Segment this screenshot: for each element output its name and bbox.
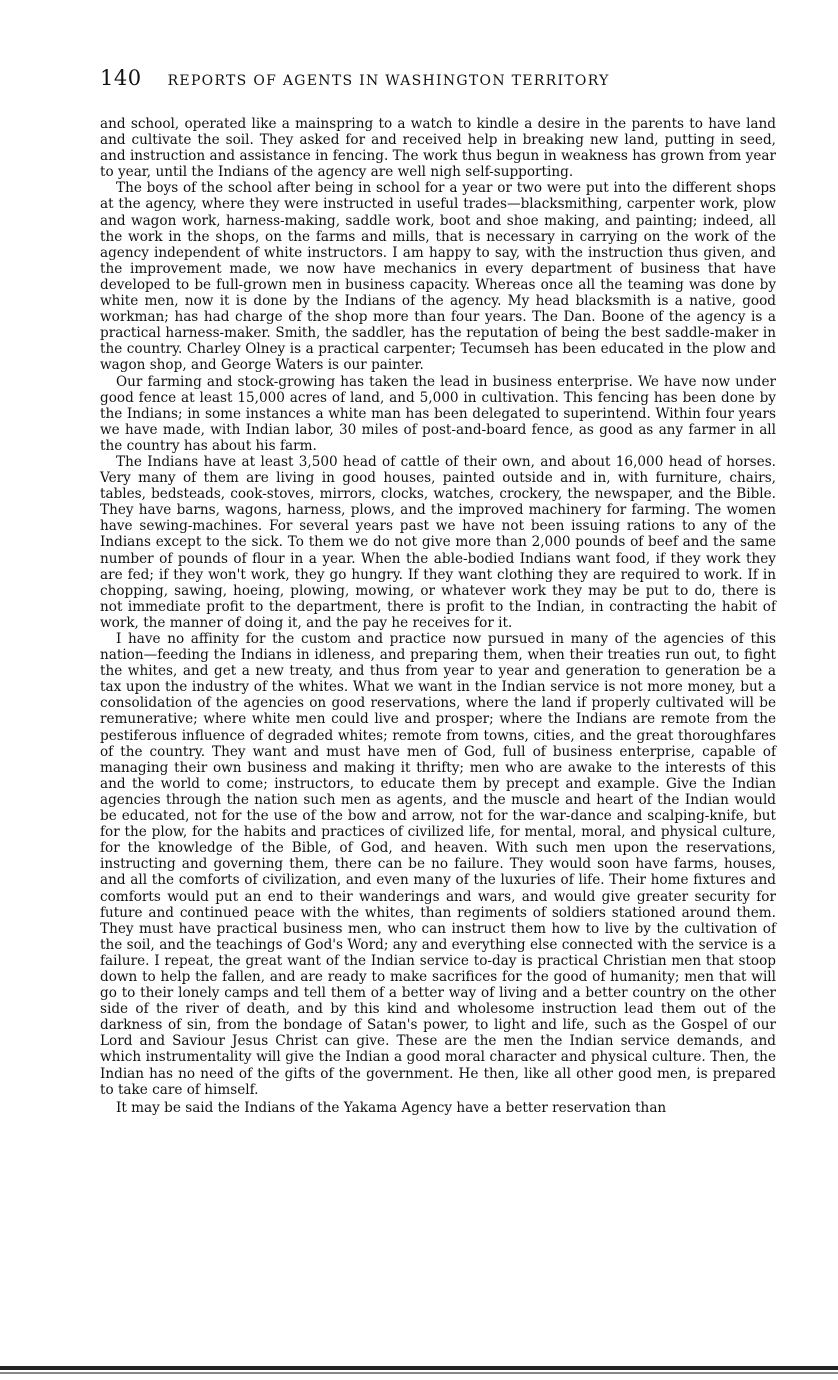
- paragraph-4: The Indians have at least 3,500 head of cattle of their own, and about 16,000 head of horses. Very many of them are living in good houses, painted outside and in, with furniture, chairs, tables, bedsteads, cook-stoves, mirrors, clocks, watches, crockery, the newspaper, and the Bible. They have barns, wagons, harness, plows, and the improved machinery for farming. The women have sewing-machines. For several years past we have not been issuing rations to any of the Indians except to the sick. To them we do not give more than 2,000 pounds of beef and the same number of pounds of flour in a year. When the able-bodied Indians want food, if they work they are fed; if they won't work, they go hungry. If they want clothing they are required to work. If in chopping, sawing, hoeing, plowing, mowing, or whatever work they may be put to do, there is not immediate profit to the department, there is profit to the Indian, in contracting the habit of work, the manner of doing it, and the pay he receives for it.: [100, 453, 776, 631]
- page-header: [100, 66, 780, 90]
- paragraph-3: Our farming and stock-growing has taken the lead in business enterprise. We have now under good fence at least 15,000 acres of land, and 5,000 in cultivation. This fencing has been done by the Indians; in some instances a white man has been delegated to superintend. Within four years we have made, with Indian labor, 30 miles of post-and-board fence, as good as any farmer in all the country has about his farm.: [100, 373, 776, 454]
- page-number: 140: [100, 66, 142, 90]
- bottom-border-shadow: [0, 1372, 838, 1374]
- body-text: [100, 116, 776, 1116]
- paragraph-2: The boys of the school after being in school for a year or two were put into the different shops at the agency, where they were instructed in useful trades—blacksmithing, carpenter work, plow and wagon work, harness-making, saddle work, boot and shoe making, and painting; indeed, all the work in the shops, on the farms and mills, that is necessary in carrying on the work of the agency independent of white instructors. I am happy to say, with the instruction thus given, and the improvement made, we now have mechanics in every department of business that have developed to be full-grown men in business capacity. Whereas once all the teaming was done by white men, now it is done by the Indians of the agency. My head blacksmith is a native, good workman; has had charge of the shop more than four years. The Dan. Boone of the agency is a practical harness-maker. Smith, the saddler, has the reputation of being the best saddle-maker in the country. Charley Olney is a practical carpenter; Tecumseh has been educated in the plow and wagon shop, and George Waters is our painter.: [100, 180, 776, 374]
- running-head: REPORTS OF AGENTS IN WASHINGTON TERRITORY: [167, 73, 610, 89]
- paragraph-6: It may be said the Indians of the Yakama Agency have a better reservation than: [116, 1099, 667, 1116]
- paragraph-1: and school, operated like a mainspring to a watch to kindle a desire in the parents to have land and cultivate the soil. They asked for and received help in breaking new land, putting in seed, and instruction and assistance in fencing. The work thus begun in weakness has grown from year to year, until the Indians of the agency are well nigh self-supporting.: [100, 116, 776, 181]
- paragraph-5: I have no affinity for the custom and practice now pursued in many of the agencies of this nation—feeding the Indians in idleness, and preparing them, when their treaties run out, to fight the whites, and get a new treaty, and thus from year to year and generation to generation be a tax upon the industry of the whites. What we want in the Indian service is not more money, but a consolidation of the agencies on good reservations, where the land if properly cultivated will be remunerative; where white men could live and prosper; where the Indians are remote from the pestiferous influence of degraded whites; remote from towns, cities, and the great thoroughfares of the country. They want and must have men of God, full of business enterprise, capable of managing their own business and making it thrifty; men who are awake to the interests of this and the world to come; instructors, to educate them by precept and example. Give the Indian agencies through the nation such men as agents, and the muscle and heart of the Indian would be educated, not for the use of the bow and arrow, not for the war-dance and scalping-knife, but for the plow, for the habits and practices of civilized life, for mental, moral, and physical culture, for the knowledge of the Bible, of God, and heaven. With such men upon the reservations, instructing and governing them, there can be no failure. They would soon have farms, houses, and all the comforts of civilization, and even many of the luxuries of life. Their home fixtures and comforts would put an end to their wanderings and wars, and would give greater security for future and continued peace with the whites, than regiments of soldiers stationed around them. They must have practical business men, who can instruct them how to live by the cultivation of the soil, and the teachings of God's Word; any and everything else connected with the service is a failure. I repeat, the great want of the Indian service to-day is practical Christian men that stoop down to help the fallen, and are ready to make sacrifices for the good of humanity; men that will go to their lonely camps and tell them of a better way of living and a better country on the other side of the river of death, and by this kind and wholesome instruction lead them out of the darkness of sin, from the bondage of Satan's power, to light and life, such as the Gospel of our Lord and Saviour Jesus Christ can give. These are the men the Indian service demands, and which instrumentality will give the Indian a good moral character and physical culture. Then, the Indian has no need of the gifts of the government. He then, like all other good men, is prepared to take care of himself.: [100, 631, 776, 1098]
- bottom-border: [0, 1366, 838, 1370]
